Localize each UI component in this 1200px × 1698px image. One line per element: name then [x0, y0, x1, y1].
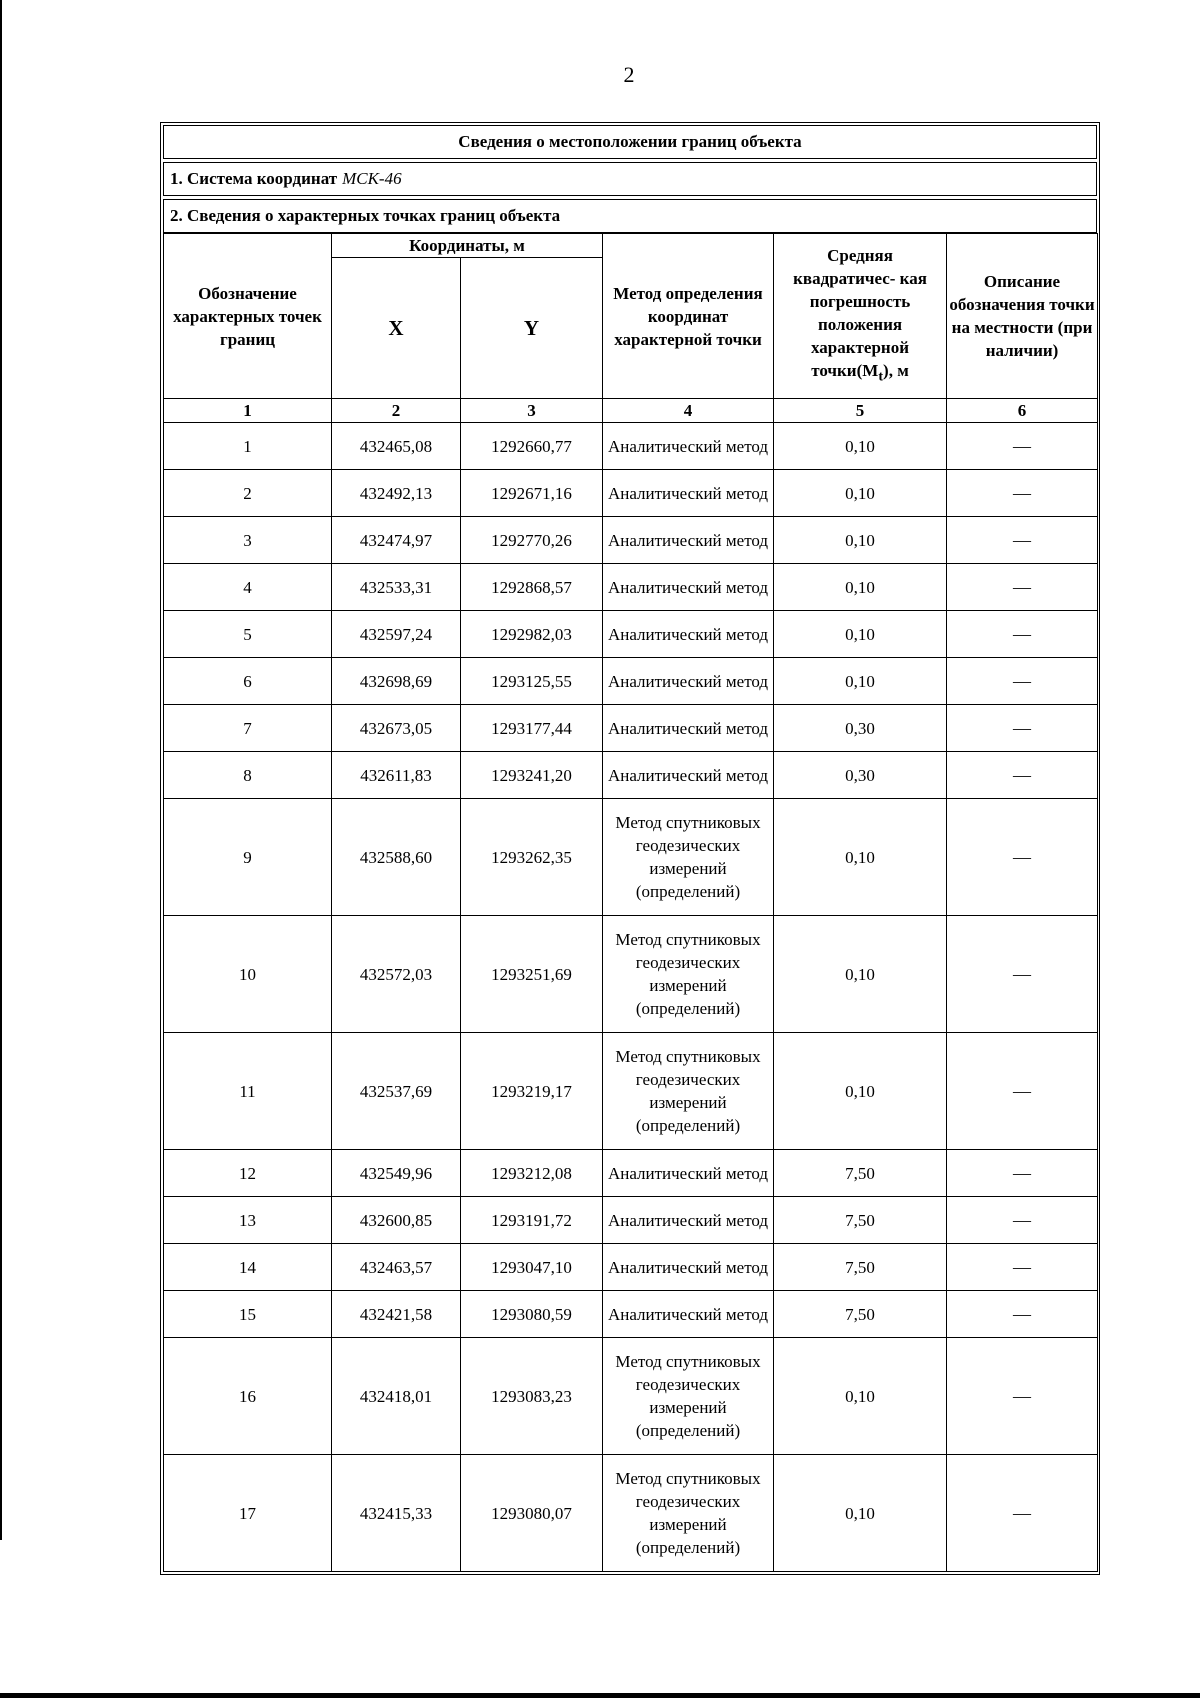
coord-x: 432597,24 [332, 611, 461, 658]
error-value: 0,10 [774, 916, 947, 1033]
error-value: 0,10 [774, 1338, 947, 1455]
coord-x: 432588,60 [332, 799, 461, 916]
column-number: 6 [947, 399, 1098, 423]
coord-y: 1292982,03 [461, 611, 603, 658]
header-x: X [332, 258, 461, 399]
coord-x: 432611,83 [332, 752, 461, 799]
scan-edge-bottom [0, 1693, 1200, 1698]
point-number: 3 [164, 517, 332, 564]
table-row [164, 1033, 1098, 1150]
point-number: 14 [164, 1244, 332, 1291]
coord-y: 1293047,10 [461, 1244, 603, 1291]
header-y: Y [461, 258, 603, 399]
coord-x: 432698,69 [332, 658, 461, 705]
method: Метод спутниковых геодезических измерений (определений) [603, 1455, 774, 1572]
table-row [164, 470, 1098, 517]
coord-y: 1292770,26 [461, 517, 603, 564]
error-value: 0,10 [774, 423, 947, 470]
coord-x: 432492,13 [332, 470, 461, 517]
error-value: 0,10 [774, 517, 947, 564]
method: Аналитический метод [603, 1291, 774, 1338]
column-number: 1 [164, 399, 332, 423]
column-number: 2 [332, 399, 461, 423]
description: — [947, 1291, 1098, 1338]
error-value: 7,50 [774, 1197, 947, 1244]
description: — [947, 470, 1098, 517]
method: Аналитический метод [603, 1244, 774, 1291]
coord-y: 1293241,20 [461, 752, 603, 799]
point-number: 2 [164, 470, 332, 517]
method: Аналитический метод [603, 705, 774, 752]
coord-x: 432549,96 [332, 1150, 461, 1197]
error-value: 0,10 [774, 1033, 947, 1150]
column-number: 3 [461, 399, 603, 423]
coord-y: 1293080,07 [461, 1455, 603, 1572]
coord-y: 1292671,16 [461, 470, 603, 517]
description: — [947, 752, 1098, 799]
coordinate-system-value: МСК-46 [342, 169, 402, 188]
point-number: 8 [164, 752, 332, 799]
coord-y: 1293262,35 [461, 799, 603, 916]
coord-x: 432533,31 [332, 564, 461, 611]
point-number: 17 [164, 1455, 332, 1572]
coord-y: 1293219,17 [461, 1033, 603, 1150]
coord-y: 1292660,77 [461, 423, 603, 470]
method: Аналитический метод [603, 517, 774, 564]
coord-x: 432421,58 [332, 1291, 461, 1338]
point-number: 7 [164, 705, 332, 752]
method: Метод спутниковых геодезических измерений (определений) [603, 1033, 774, 1150]
description: — [947, 1197, 1098, 1244]
method: Аналитический метод [603, 1197, 774, 1244]
header-error-text: Средняя квадратичес- кая погрешность положения характерной точки(M [793, 245, 927, 380]
point-number: 5 [164, 611, 332, 658]
description: — [947, 799, 1098, 916]
coord-x: 432572,03 [332, 916, 461, 1033]
points-table [163, 233, 1098, 1572]
method: Аналитический метод [603, 752, 774, 799]
point-number: 13 [164, 1197, 332, 1244]
point-number: 9 [164, 799, 332, 916]
table-row [164, 517, 1098, 564]
description: — [947, 1338, 1098, 1455]
error-value: 0,10 [774, 470, 947, 517]
section-title: 2. Сведения о характерных точках границ объекта [163, 199, 1097, 233]
table-row [164, 564, 1098, 611]
coord-x: 432537,69 [332, 1033, 461, 1150]
coord-x: 432463,57 [332, 1244, 461, 1291]
description: — [947, 658, 1098, 705]
header-coordinates: Координаты, м [332, 234, 603, 258]
table-row [164, 752, 1098, 799]
table-row [164, 1338, 1098, 1455]
error-value: 0,10 [774, 611, 947, 658]
table-row [164, 1455, 1098, 1572]
table-row [164, 658, 1098, 705]
coord-x: 432474,97 [332, 517, 461, 564]
point-number: 15 [164, 1291, 332, 1338]
method: Метод спутниковых геодезических измерений (определений) [603, 1338, 774, 1455]
header-error-subscript: t [878, 368, 884, 385]
description: — [947, 423, 1098, 470]
point-number: 16 [164, 1338, 332, 1455]
coord-y: 1293083,23 [461, 1338, 603, 1455]
header-error-unit: ), м [883, 360, 909, 380]
coord-y: 1292868,57 [461, 564, 603, 611]
point-number: 1 [164, 423, 332, 470]
coordinate-system-row [163, 162, 1097, 196]
error-value: 0,10 [774, 799, 947, 916]
method: Аналитический метод [603, 1150, 774, 1197]
coord-x: 432418,01 [332, 1338, 461, 1455]
column-number: 5 [774, 399, 947, 423]
header-designation: Обозначение характерных точек границ [164, 234, 332, 399]
point-number: 12 [164, 1150, 332, 1197]
description: — [947, 1244, 1098, 1291]
error-value: 7,50 [774, 1291, 947, 1338]
header-description: Описание обозначения точки на местности (при наличии) [947, 234, 1098, 399]
scan-edge-left [0, 0, 2, 1540]
description: — [947, 564, 1098, 611]
coord-x: 432673,05 [332, 705, 461, 752]
table-row [164, 916, 1098, 1033]
description: — [947, 517, 1098, 564]
coord-x: 432465,08 [332, 423, 461, 470]
coordinate-system-label: 1. Система координат [170, 169, 338, 188]
description: — [947, 1033, 1098, 1150]
point-number: 10 [164, 916, 332, 1033]
error-value: 7,50 [774, 1244, 947, 1291]
coord-x: 432600,85 [332, 1197, 461, 1244]
method: Метод спутниковых геодезических измерений (определений) [603, 799, 774, 916]
description: — [947, 916, 1098, 1033]
table-row [164, 1150, 1098, 1197]
coord-x: 432415,33 [332, 1455, 461, 1572]
description: — [947, 611, 1098, 658]
table-row [164, 705, 1098, 752]
column-numbers-row [164, 399, 1098, 423]
table-row [164, 1197, 1098, 1244]
header-method: Метод определения координат характерной точки [603, 234, 774, 399]
coord-y: 1293212,08 [461, 1150, 603, 1197]
method: Аналитический метод [603, 423, 774, 470]
description: — [947, 1150, 1098, 1197]
table-title: Сведения о местоположении границ объекта [163, 125, 1097, 159]
error-value: 7,50 [774, 1150, 947, 1197]
table-row [164, 611, 1098, 658]
table-row [164, 1291, 1098, 1338]
boundary-info-frame [160, 122, 1100, 1575]
column-number: 4 [603, 399, 774, 423]
coord-y: 1293177,44 [461, 705, 603, 752]
point-number: 6 [164, 658, 332, 705]
point-number: 11 [164, 1033, 332, 1150]
point-number: 4 [164, 564, 332, 611]
table-row [164, 1244, 1098, 1291]
error-value: 0,10 [774, 564, 947, 611]
description: — [947, 1455, 1098, 1572]
method: Аналитический метод [603, 564, 774, 611]
coord-y: 1293251,69 [461, 916, 603, 1033]
error-value: 0,10 [774, 1455, 947, 1572]
coord-y: 1293080,59 [461, 1291, 603, 1338]
coord-y: 1293125,55 [461, 658, 603, 705]
method: Аналитический метод [603, 611, 774, 658]
error-value: 0,30 [774, 705, 947, 752]
coord-y: 1293191,72 [461, 1197, 603, 1244]
method: Аналитический метод [603, 470, 774, 517]
table-row [164, 423, 1098, 470]
page-number: 2 [623, 62, 635, 87]
method: Метод спутниковых геодезических измерений (определений) [603, 916, 774, 1033]
table-row [164, 799, 1098, 916]
method: Аналитический метод [603, 658, 774, 705]
header-error [774, 234, 947, 399]
description: — [947, 705, 1098, 752]
error-value: 0,10 [774, 658, 947, 705]
error-value: 0,30 [774, 752, 947, 799]
